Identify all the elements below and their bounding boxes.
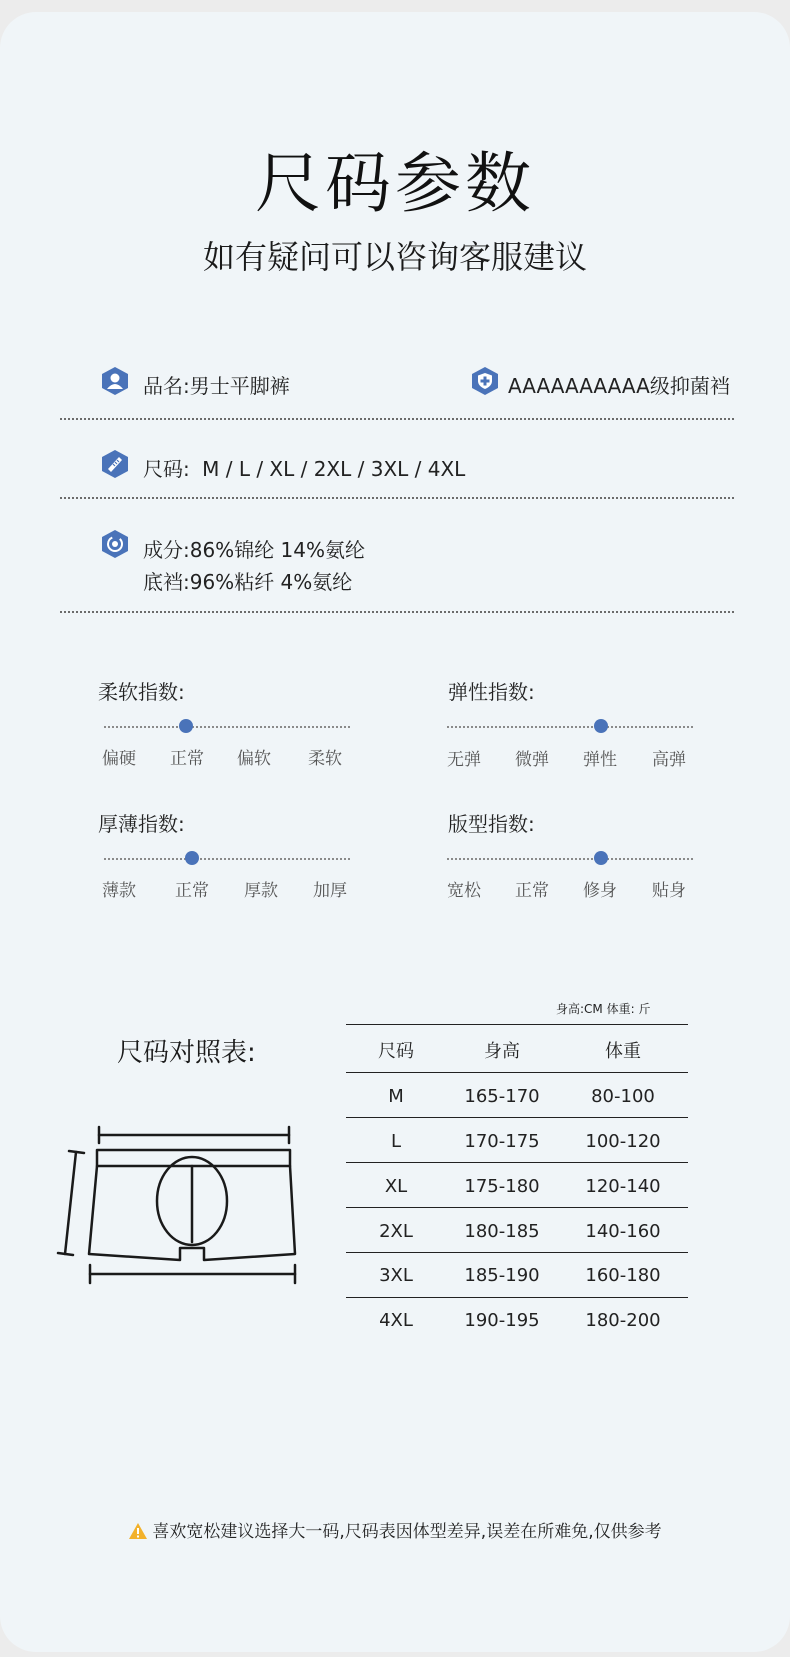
table-cell-weight: 160-180 (585, 1265, 661, 1286)
antibacterial-text: AAAAAAAAAA级抑菌裆 (508, 374, 730, 398)
table-cell-weight: 120-140 (585, 1176, 661, 1197)
softness-option: 柔软 (308, 749, 342, 769)
size-value: M / L / XL / 2XL / 3XL / 4XL (202, 457, 466, 481)
page-subtitle: 如有疑问可以咨询客服建议 (202, 238, 587, 276)
size-table-title: 尺码对照表: (117, 1038, 256, 1068)
fabric-icon (101, 529, 129, 559)
table-cell-size: M (388, 1086, 404, 1107)
elasticity-option: 高弹 (652, 750, 686, 770)
table-rule (346, 1162, 688, 1163)
thickness-option: 薄款 (102, 881, 136, 901)
softness-option: 偏硬 (102, 749, 136, 769)
shield-plus-icon (471, 366, 499, 396)
thickness-track (104, 858, 350, 860)
fit-option: 正常 (515, 881, 549, 901)
table-cell-weight: 80-100 (591, 1086, 655, 1107)
product-value: 男士平脚裤 (189, 374, 290, 398)
product-label: 品名: (143, 374, 190, 398)
composition-text: 成分:86%锦纶 14%氨纶 (143, 538, 366, 562)
table-cell-weight: 100-120 (585, 1131, 661, 1152)
table-cell-size: XL (384, 1176, 408, 1197)
table-rule (346, 1072, 688, 1073)
table-cell-height: 185-190 (464, 1265, 540, 1286)
fit-option: 贴身 (652, 881, 686, 901)
table-rule (346, 1297, 688, 1298)
table-cell-size: 3XL (379, 1265, 413, 1286)
fit-option: 宽松 (447, 881, 481, 901)
column-header-height: 身高 (484, 1041, 520, 1062)
crotch-composition-text: 底裆:96%粘纤 4%氨纶 (143, 570, 353, 594)
table-rule (346, 1207, 688, 1208)
thickness-option: 厚款 (244, 881, 278, 901)
elasticity-option: 微弹 (515, 750, 549, 770)
size-label: 尺码: (143, 457, 190, 481)
table-cell-size: 4XL (379, 1310, 413, 1331)
softness-option: 正常 (170, 749, 204, 769)
table-cell-height: 180-185 (464, 1221, 540, 1242)
table-cell-weight: 140-160 (585, 1221, 661, 1242)
table-cell-weight: 180-200 (585, 1310, 661, 1331)
elasticity-option: 弹性 (583, 750, 617, 770)
table-cell-height: 165-170 (464, 1086, 540, 1107)
softness-option: 偏软 (237, 749, 271, 769)
divider (60, 497, 734, 499)
fit-option: 修身 (583, 881, 617, 901)
unit-note: 身高:CM 体重: 斤 (556, 1002, 651, 1016)
thickness-indicator (185, 851, 199, 865)
bottom-note (0, 1517, 790, 1542)
divider (60, 611, 734, 613)
column-header-size: 尺码 (378, 1041, 414, 1062)
column-header-weight: 体重 (605, 1041, 641, 1062)
elasticity-option: 无弹 (447, 750, 481, 770)
table-cell-height: 170-175 (464, 1131, 540, 1152)
fit-index-label: 版型指数: (448, 812, 535, 836)
page-title: 尺码参数 (255, 145, 535, 222)
ruler-icon (101, 449, 129, 479)
elasticity-track (447, 726, 693, 728)
table-rule (346, 1252, 688, 1253)
elasticity-index-label: 弹性指数: (448, 680, 535, 704)
boxer-diagram (52, 1118, 302, 1288)
thickness-option: 正常 (175, 881, 209, 901)
product-name (143, 370, 290, 399)
softness-track (104, 726, 350, 728)
table-cell-size: 2XL (379, 1221, 413, 1242)
size-line (143, 453, 465, 482)
table-cell-height: 175-180 (464, 1176, 540, 1197)
warning-icon (128, 1522, 148, 1540)
fit-track (447, 858, 693, 860)
table-rule (346, 1117, 688, 1118)
divider (60, 418, 734, 420)
softness-index-label: 柔软指数: (98, 680, 185, 704)
thickness-option: 加厚 (313, 881, 347, 901)
bottom-note-text: 喜欢宽松建议选择大一码,尺码表因体型差异,误差在所难免,仅供参考 (152, 1522, 662, 1542)
fit-indicator (594, 851, 608, 865)
table-rule (346, 1024, 688, 1025)
table-cell-height: 190-195 (464, 1310, 540, 1331)
thickness-index-label: 厚薄指数: (98, 812, 185, 836)
table-cell-size: L (390, 1131, 402, 1152)
softness-indicator (179, 719, 193, 733)
person-icon (101, 366, 129, 396)
elasticity-indicator (594, 719, 608, 733)
